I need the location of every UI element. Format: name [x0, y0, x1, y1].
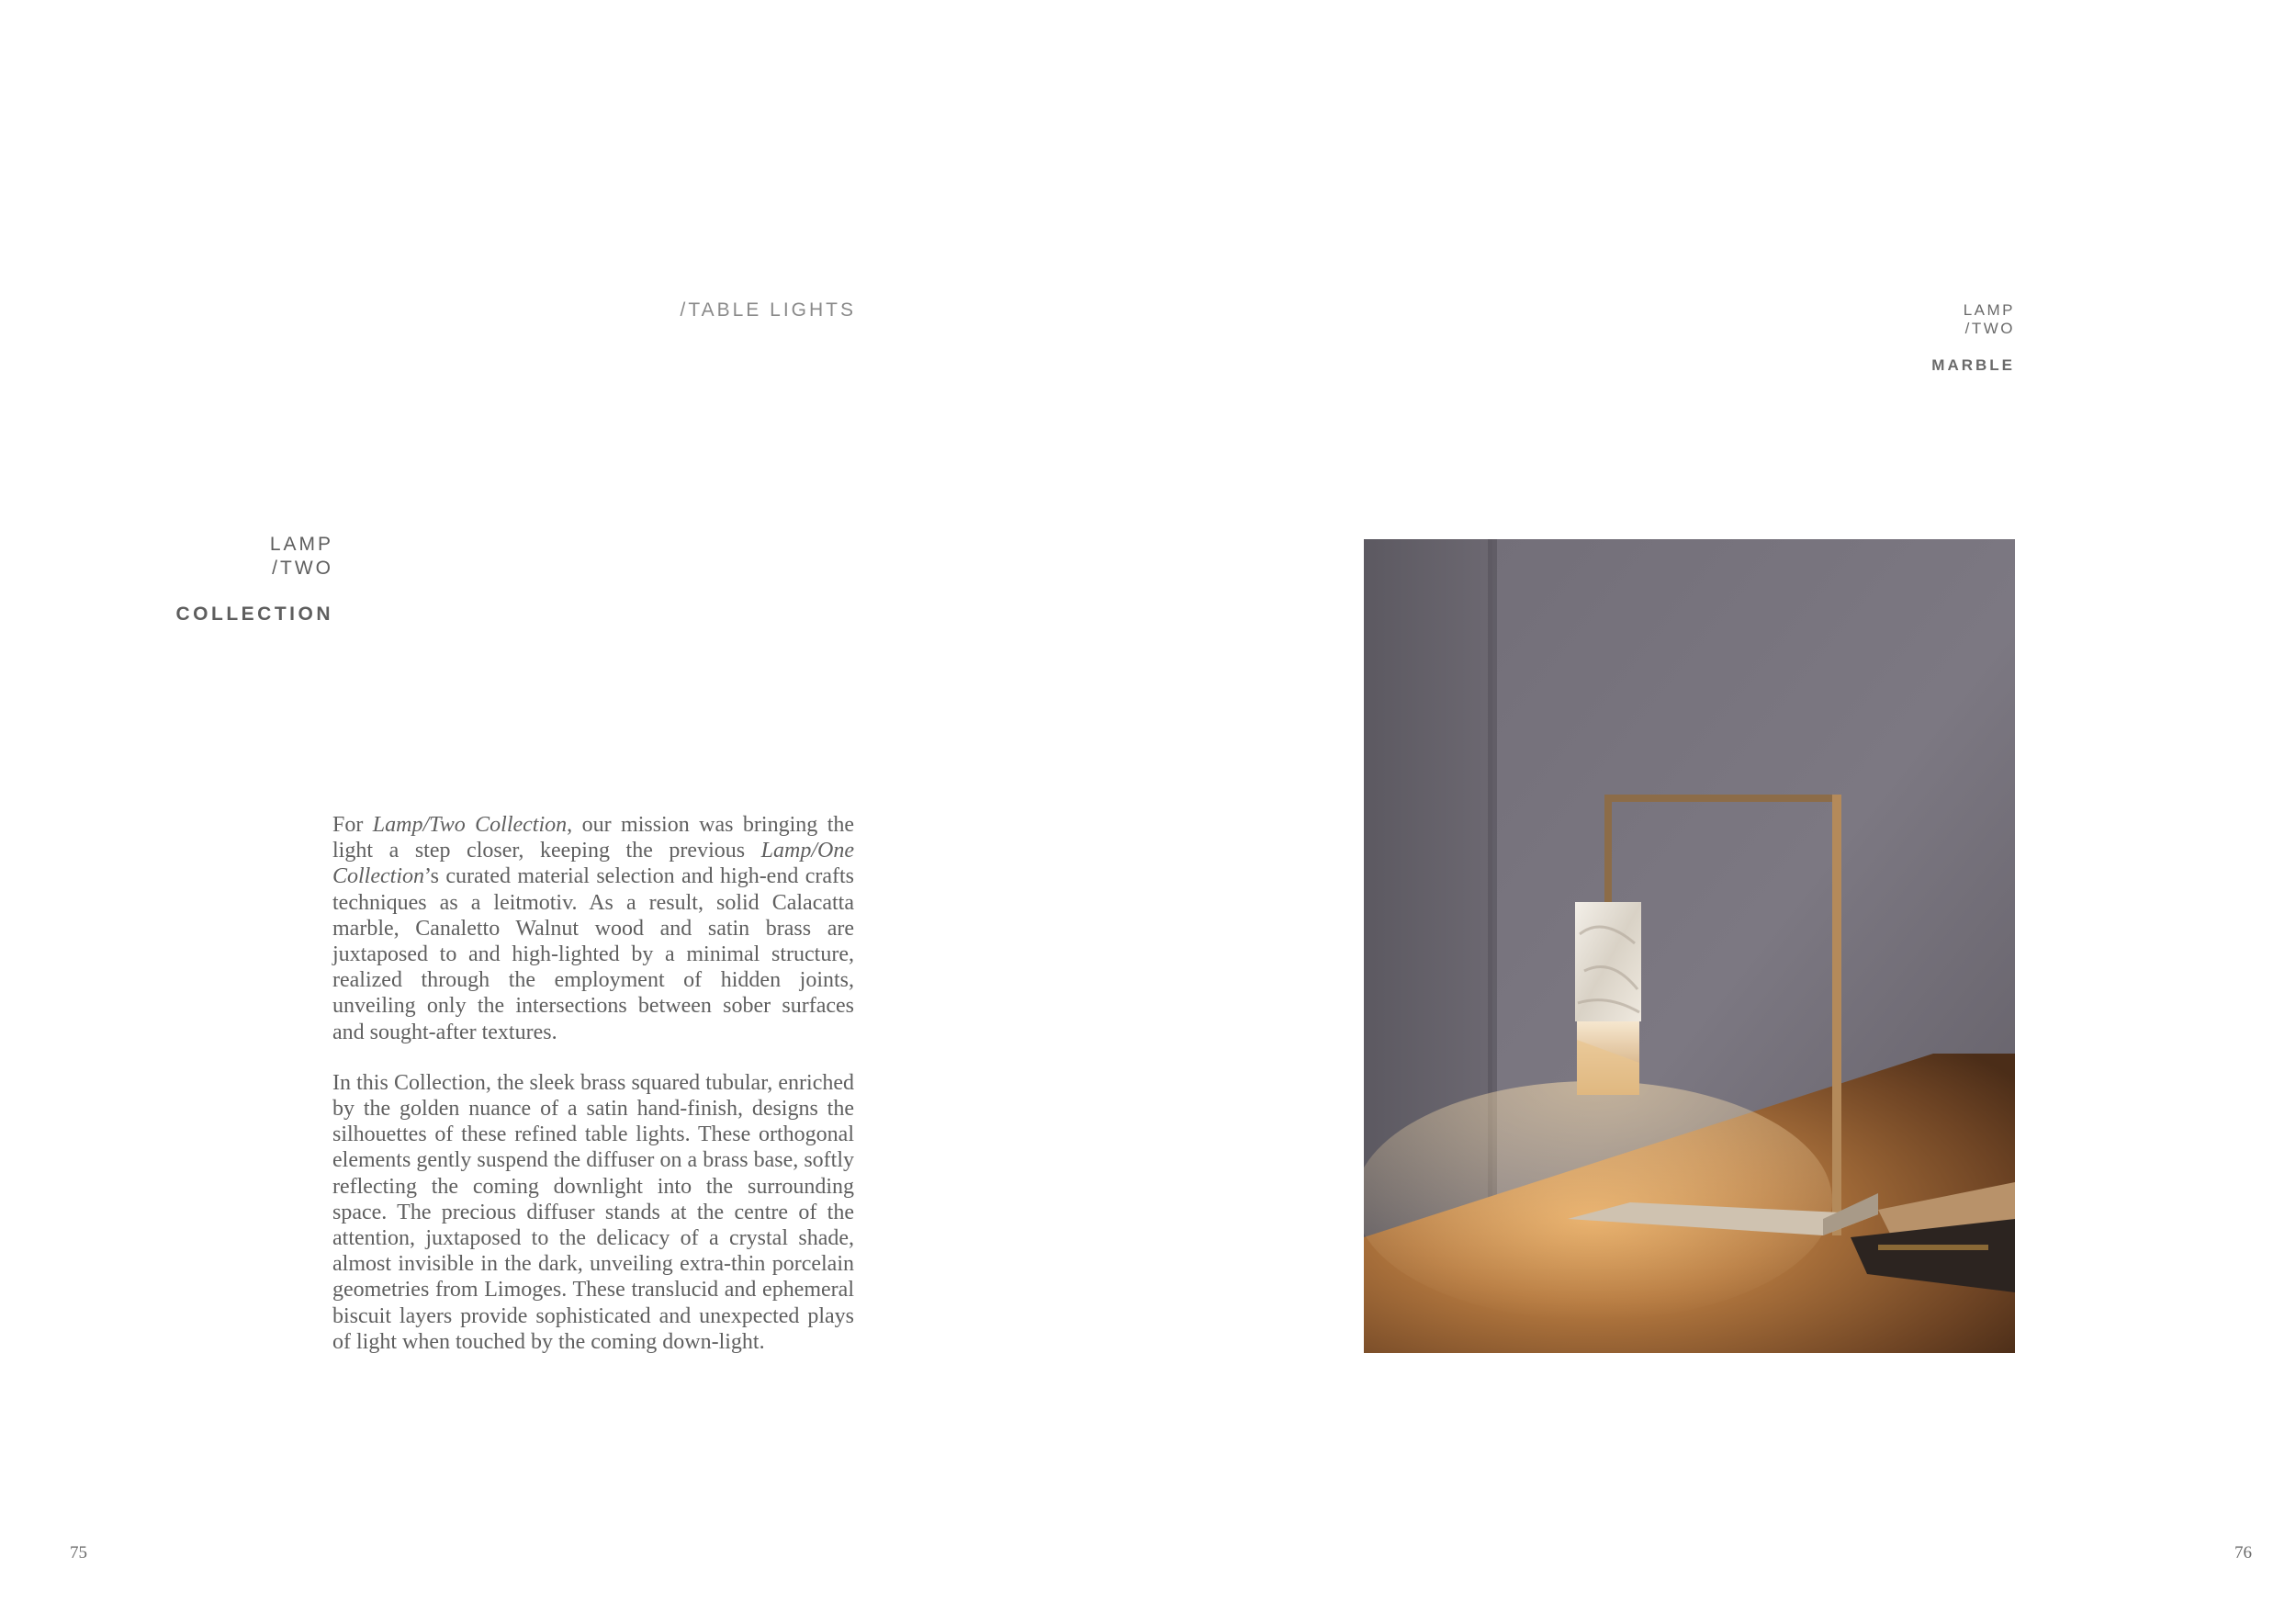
- body-paragraph-1: For Lamp/Two Collection, our mission was bringing the light a step closer, keeping the previous Lamp/One Collection’s curated material selection and high-end crafts techniques as a leitmotiv. As a result, solid Calacatta marble, Canaletto Walnut wood and satin brass are juxtaposed to and high-lighted by a minimal structure, realized through the employment of hidden joints, unveiling only the intersections between sober surfaces and sought-after textures.: [332, 813, 855, 1044]
- product-label-line1: LAMP: [1963, 301, 2015, 319]
- collection-heading: [176, 533, 334, 626]
- section-title: /TABLE LIGHTS: [680, 299, 856, 321]
- product-label-line2: /TWO: [1964, 320, 2015, 337]
- page-number-right: 76: [2234, 1543, 2252, 1562]
- page-number-left: 75: [70, 1543, 87, 1562]
- lamp-photo-illustration: [1364, 539, 2015, 1353]
- body-paragraph-2: In this Collection, the sleek brass squared tubular, enriched by the golden nuance of a satin hand-finish, designs the silhouettes of these refined table lights. These orthogonal elements gently suspend the diffuser on a brass base, softly reflecting the coming downlight into the surrounding space. The precious diffuser stands at the centre of the attention, juxtaposed to the delicacy of a crystal shade, almost invisible in the dark, unveiling extra-thin porcelain geometries from Limoges. These translucid and ephemeral biscuit layers provide sophisticated and unexpected plays of light when touched by the coming down-light.: [332, 1070, 854, 1354]
- collection-heading-line3: COLLECTION: [175, 603, 333, 625]
- collection-heading-line2: /TWO: [272, 558, 333, 579]
- body-text: [332, 812, 854, 1380]
- product-material: MARBLE: [1931, 356, 2015, 374]
- collection-heading-line1: LAMP: [269, 534, 333, 555]
- product-photo: [1364, 539, 2015, 1353]
- table-light-pool: [1364, 1081, 1832, 1320]
- marble-diffuser: [1575, 902, 1641, 1095]
- product-label: [1931, 301, 2015, 375]
